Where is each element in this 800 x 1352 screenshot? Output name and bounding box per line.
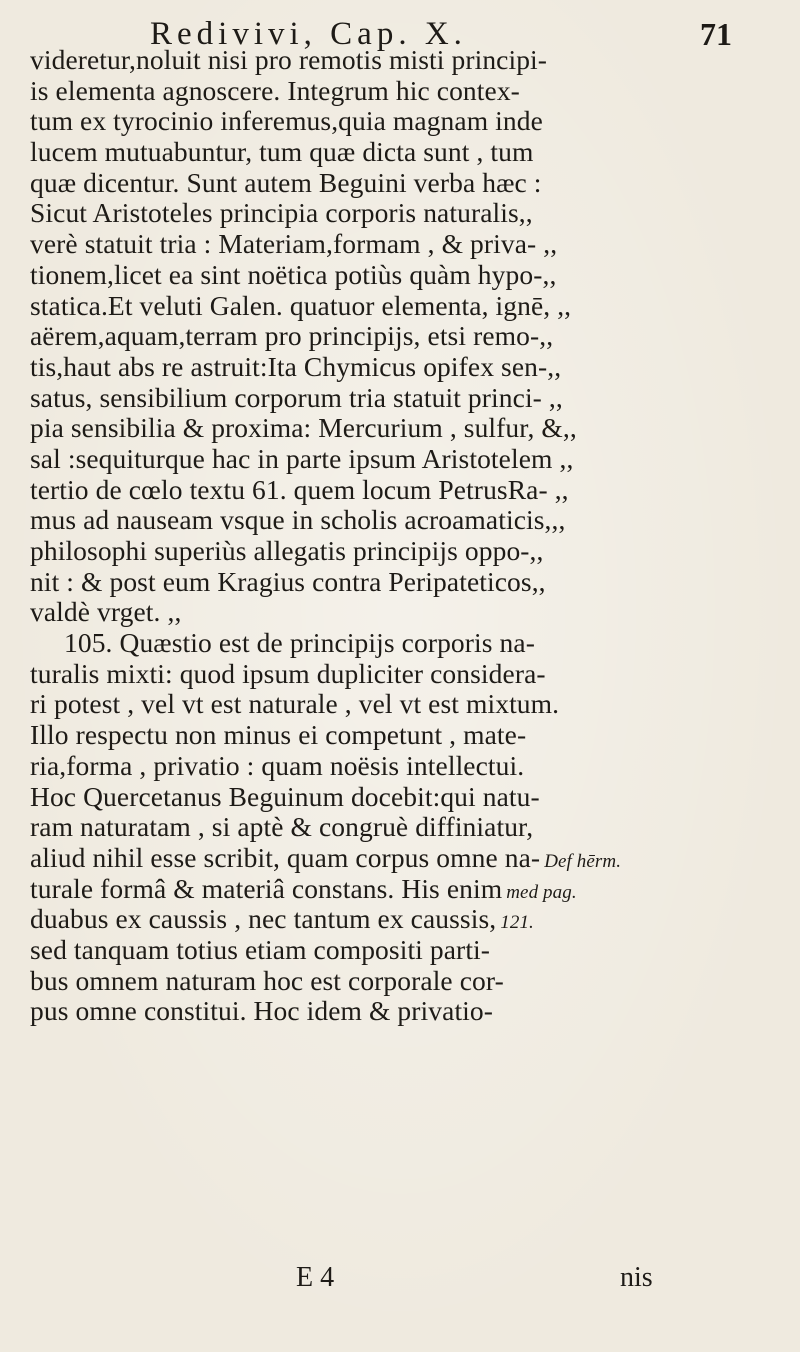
text-line: Illo respectu non minus ei competunt , mate- xyxy=(30,719,527,751)
text-line: nit : & post eum Kragius contra Peripateticos,, xyxy=(30,565,546,597)
text-line: Sicut Aristoteles principia corporis naturalis,, xyxy=(30,197,533,229)
running-head: Redivivi, Cap. X. xyxy=(150,16,467,52)
text-line-with-margin-note xyxy=(30,904,780,935)
text-line: ri potest , vel vt est naturale , vel vt est mixtum. xyxy=(30,688,560,720)
page-footer xyxy=(0,1262,800,1294)
text-line: pia sensibilia & proxima: Mercurium , sulfur, &,, xyxy=(30,412,577,444)
line-text: turale formâ & materiâ constans. His enim xyxy=(30,872,503,904)
text-line: aërem,aquam,terram pro principijs, etsi remo-,, xyxy=(30,320,554,352)
text-line: philosophi superiùs allegatis principijs oppo-,, xyxy=(30,535,544,566)
line-text: duabus ex caussis , nec tantum ex caussis, xyxy=(30,903,497,935)
text-line: tertio de cœlo textu 61. quem locum PetrusRa- ,, xyxy=(30,473,569,505)
text-line: ria,forma , privatio : quam noësis intellectui. xyxy=(30,749,525,781)
signature-mark: E 4 xyxy=(296,1262,335,1293)
text-line-with-margin-note xyxy=(30,874,780,905)
text-line: statica.Et veluti Galen. quatuor elementa, ignē, ,, xyxy=(30,289,572,321)
text-line: satus, sensibilium corporum tria statuit princi- ,, xyxy=(30,381,563,413)
text-line: tum ex tyrocinio inferemus,quia magnam inde xyxy=(30,105,543,137)
text-line: lucem mutuabuntur, tum quæ dicta sunt , tum xyxy=(30,136,534,168)
text-line: tis,haut abs re astruit:Ita Chymicus opifex sen-,, xyxy=(30,350,562,382)
text-line-with-margin-note xyxy=(30,843,780,874)
line-text: aliud nihil esse scribit, quam corpus omne na- xyxy=(30,841,541,873)
text-line: ram naturatam , si aptè & congruè diffiniatur, xyxy=(30,811,534,843)
text-line: Hoc Quercetanus Beguinum docebit:qui natu- xyxy=(30,780,540,812)
text-line: mus ad nauseam vsque in scholis acroamaticis,,, xyxy=(30,504,566,536)
text-line: is elementa agnoscere. Integrum hic contex- xyxy=(30,74,520,106)
main-text-block xyxy=(30,45,780,1027)
margin-note: 121. xyxy=(500,912,534,934)
text-line: verè statuit tria : Materiam,formam , & priva- ,, xyxy=(30,228,558,260)
text-line: videretur,noluit nisi pro remotis misti principi- xyxy=(30,44,548,75)
text-line: pus omne constitui. Hoc idem & privatio- xyxy=(30,995,494,1027)
text-line: tionem,licet ea sint noëtica potiùs quàm hypo-,, xyxy=(30,258,557,290)
margin-note: Def hērm. xyxy=(544,850,622,872)
text-line: quæ dicentur. Sunt autem Beguini verba hæc : xyxy=(30,166,542,198)
text-line: valdè vrget. ,, xyxy=(30,596,182,628)
text-line: sed tanquam totius etiam compositi parti- xyxy=(30,933,491,965)
text-line: turalis mixti: quod ipsum dupliciter considera- xyxy=(30,657,546,689)
text-line: bus omnem naturam hoc est corporale cor- xyxy=(30,964,504,996)
margin-note: med pag. xyxy=(506,881,577,903)
paragraph-start-line: 105. Quæstio est de principijs corporis na- xyxy=(64,627,535,659)
catchword: nis xyxy=(620,1262,653,1293)
text-line: sal :sequiturque hac in parte ipsum Aristotelem ,, xyxy=(30,442,574,474)
page-number: 71 xyxy=(700,16,732,52)
